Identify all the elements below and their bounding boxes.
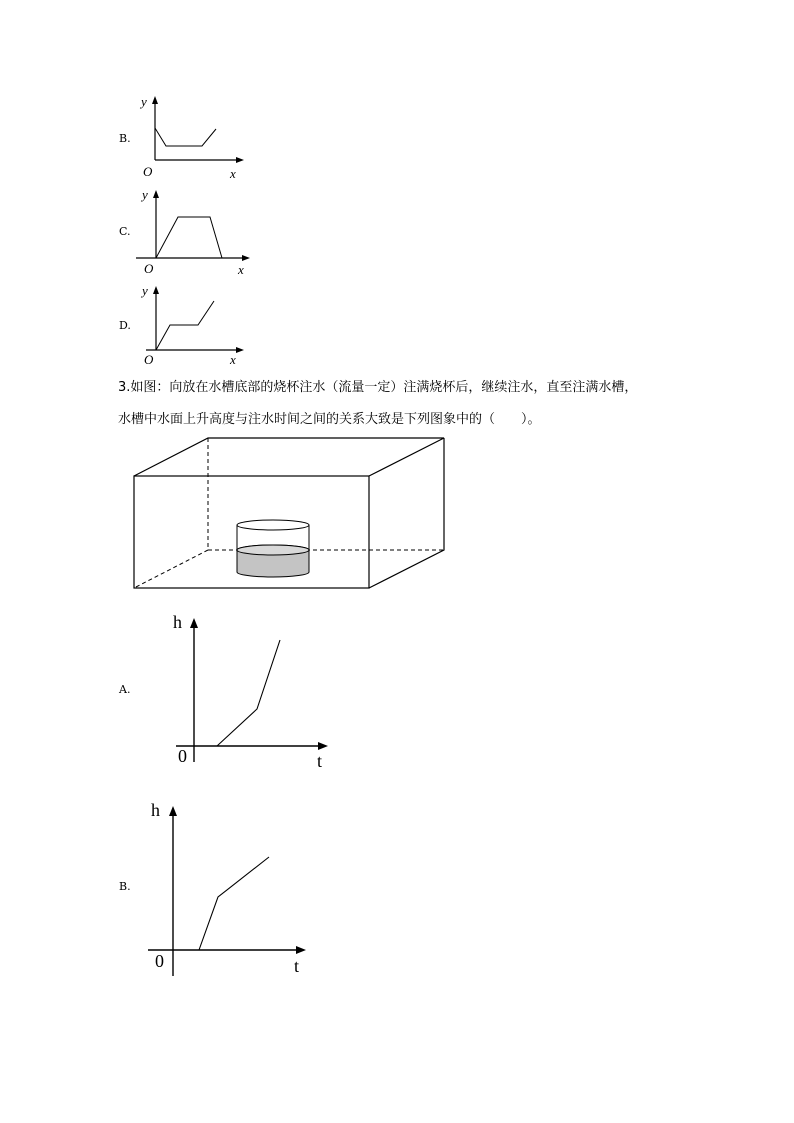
graph-b-q3: [110, 800, 330, 980]
x-axis-label: t: [317, 751, 323, 771]
q3-option-a: [110, 610, 350, 780]
prev-option-b: [110, 92, 270, 182]
graph-d-prev: [110, 282, 270, 372]
option-label: B.: [119, 132, 131, 145]
option-label: C.: [119, 225, 131, 238]
origin-label: 0: [155, 951, 164, 971]
option-label: B.: [119, 880, 131, 893]
y-axis-label: y: [142, 187, 148, 202]
question-3-text: [118, 372, 718, 436]
option-label: A.: [119, 683, 131, 696]
x-axis-label: x: [230, 166, 236, 181]
graph-b-prev-line: [155, 128, 216, 146]
origin-label: O: [143, 164, 153, 179]
graph-c-prev-line: [156, 217, 222, 258]
question-3-line-2: 水槽中水面上升高度与注水时间之间的关系大致是下列图象中的（ ）。: [118, 412, 541, 427]
prev-option-d: [110, 282, 270, 372]
origin-label: O: [144, 261, 154, 276]
graph-b-prev: [110, 92, 270, 182]
beaker: [237, 520, 309, 577]
graph-d-prev-line: [156, 301, 214, 350]
origin-label: 0: [178, 746, 187, 766]
graph-c-prev: [110, 186, 270, 281]
y-axis-label: h: [173, 612, 182, 632]
x-axis-label: t: [294, 956, 300, 976]
y-axis-label: h: [151, 800, 160, 820]
x-axis-label: x: [238, 262, 244, 277]
graph-a-q3-line: [217, 640, 280, 746]
x-axis-label: x: [230, 352, 236, 367]
option-label: D.: [119, 319, 131, 332]
question-3-line-1: 3.如图：向放在水槽底部的烧杯注水（流量一定）注满烧杯后，继续注水，直至注满水槽，: [118, 380, 638, 395]
graph-a-q3: [110, 610, 350, 780]
y-axis-label: y: [141, 94, 147, 109]
q3-option-b: [110, 800, 330, 980]
graph-b-q3-line: [199, 857, 269, 950]
prev-option-c: [110, 186, 270, 281]
water-tank-figure: [130, 434, 450, 594]
water-tank-svg: [130, 434, 450, 594]
origin-label: O: [144, 352, 154, 367]
y-axis-label: y: [142, 283, 148, 298]
